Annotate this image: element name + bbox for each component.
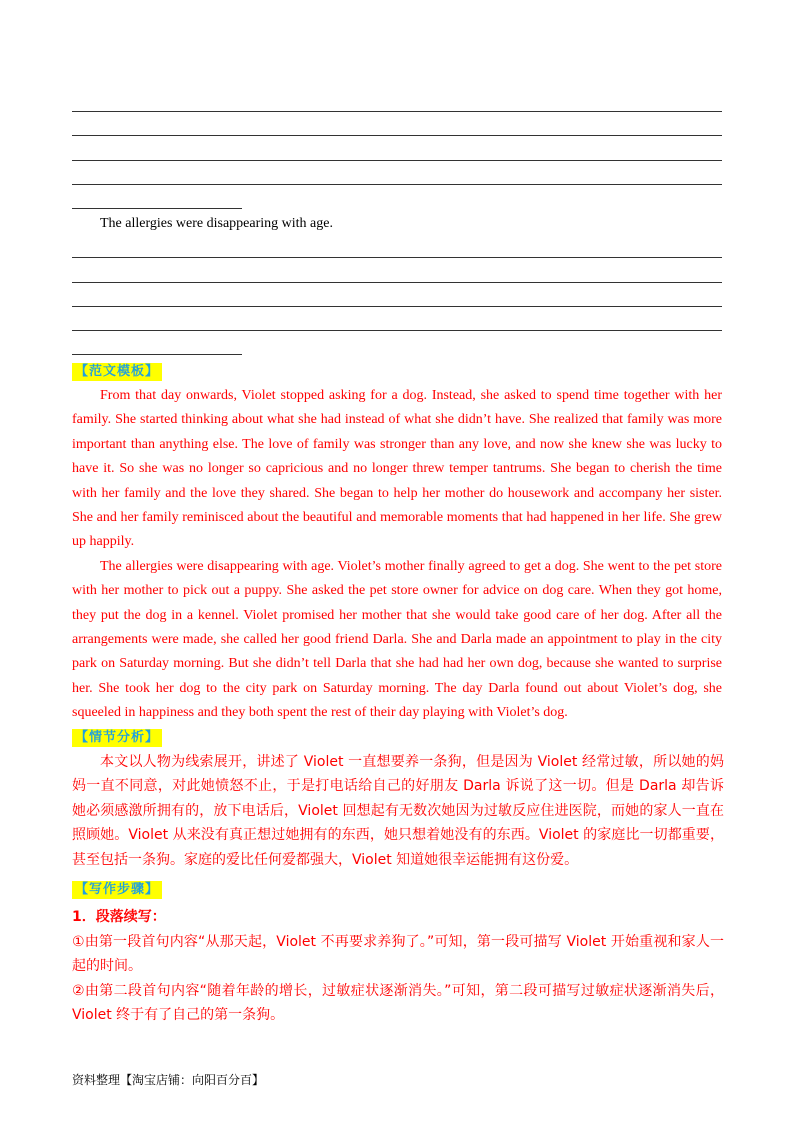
writing-line bbox=[72, 330, 722, 331]
essay-paragraph-1: From that day onwards, Violet stopped asking for a dog. Instead, she asked to spend time together with her family. She started thinking about what she had instead of what she didn’t have. She realized that family was more important than anything else. The love of family was stronger than any love, and now she knew she was lucky to have it. So she was no longer so capricious and no longer threw temper tantrums. She began to cherish the time with her family and the love they shared. She began to help her mother do housework and accompany her sister. She and her family reminisced about the beautiful and memorable moments that had happened in her life. She grew up happily. bbox=[72, 388, 722, 550]
section-tag-analysis: 【情节分析】 bbox=[72, 729, 162, 747]
section-tag-model: 【范文模板】 bbox=[72, 363, 162, 381]
writing-line bbox=[72, 160, 722, 161]
writing-line-short bbox=[72, 354, 242, 355]
writing-line bbox=[72, 184, 722, 185]
plot-analysis bbox=[72, 750, 724, 872]
writing-line bbox=[72, 306, 722, 307]
section-tag-steps: 【写作步骤】 bbox=[72, 881, 162, 899]
writing-line bbox=[72, 257, 722, 258]
writing-line bbox=[72, 111, 722, 112]
step-item-1: ①由第一段首句内容“从那天起，Violet 不再要求养狗了。”可知，第一段可描写 Violet 开始重视和家人一起的时间。 bbox=[72, 934, 724, 975]
analysis-text: 本文以人物为线索展开，讲述了 Violet 一直想要养一条狗，但是因为 Violet 经常过敏，所以她的妈妈一直不同意，对此她愤怒不止，于是打电话给自己的好朋友 Darla 诉说了这一切。但是 Darla 却告诉她必须感激所拥有的，放下电话后，Violet 回想起有无数次她因为过敏反应住进医院，而她的家人一直在照顾她。Violet 从来没有真正想过她拥有的东西，她只想着她没有的东西。Violet 的家庭比一切都重要，甚至包括一条狗。家庭的爱比任何爱都强大，Violet 知道她很幸运能拥有这份爱。 bbox=[72, 754, 724, 868]
page-footer: 资料整理【淘宝店铺：向阳百分百】 bbox=[72, 1073, 265, 1087]
steps-list bbox=[72, 930, 724, 1028]
step-title: 1．段落续写： bbox=[72, 909, 166, 925]
step-item-2: ②由第二段首句内容“随着年龄的增长，过敏症状逐渐消失。”可知，第二段可描写过敏症状逐渐消失后，Violet 终于有了自己的第一条狗。 bbox=[72, 982, 724, 1024]
model-essay bbox=[72, 384, 722, 726]
paragraph-prompt: The allergies were disappearing with age. bbox=[100, 216, 333, 231]
writing-line-short bbox=[72, 208, 242, 209]
writing-line bbox=[72, 135, 722, 136]
writing-line bbox=[72, 282, 722, 283]
essay-paragraph-2: The allergies were disappearing with age. Violet’s mother finally agreed to get a dog. She went to the pet store with her mother to pick out a puppy. She asked the pet store owner for advice on dog care. When they got home, they put the dog in a kennel. Violet promised her mother that she would take good care of her dog. After all the arrangements were made, she called her good friend Darla. She and Darla made an appointment to play in the city park on Saturday morning. But she didn’t tell Darla that she had had her own dog, because she wanted to surprise her. She took her dog to the city park on Saturday morning. The day Darla found out about Violet’s dog, she squeeled in happiness and they both spent the rest of their day playing with Violet’s dog. bbox=[72, 558, 722, 721]
